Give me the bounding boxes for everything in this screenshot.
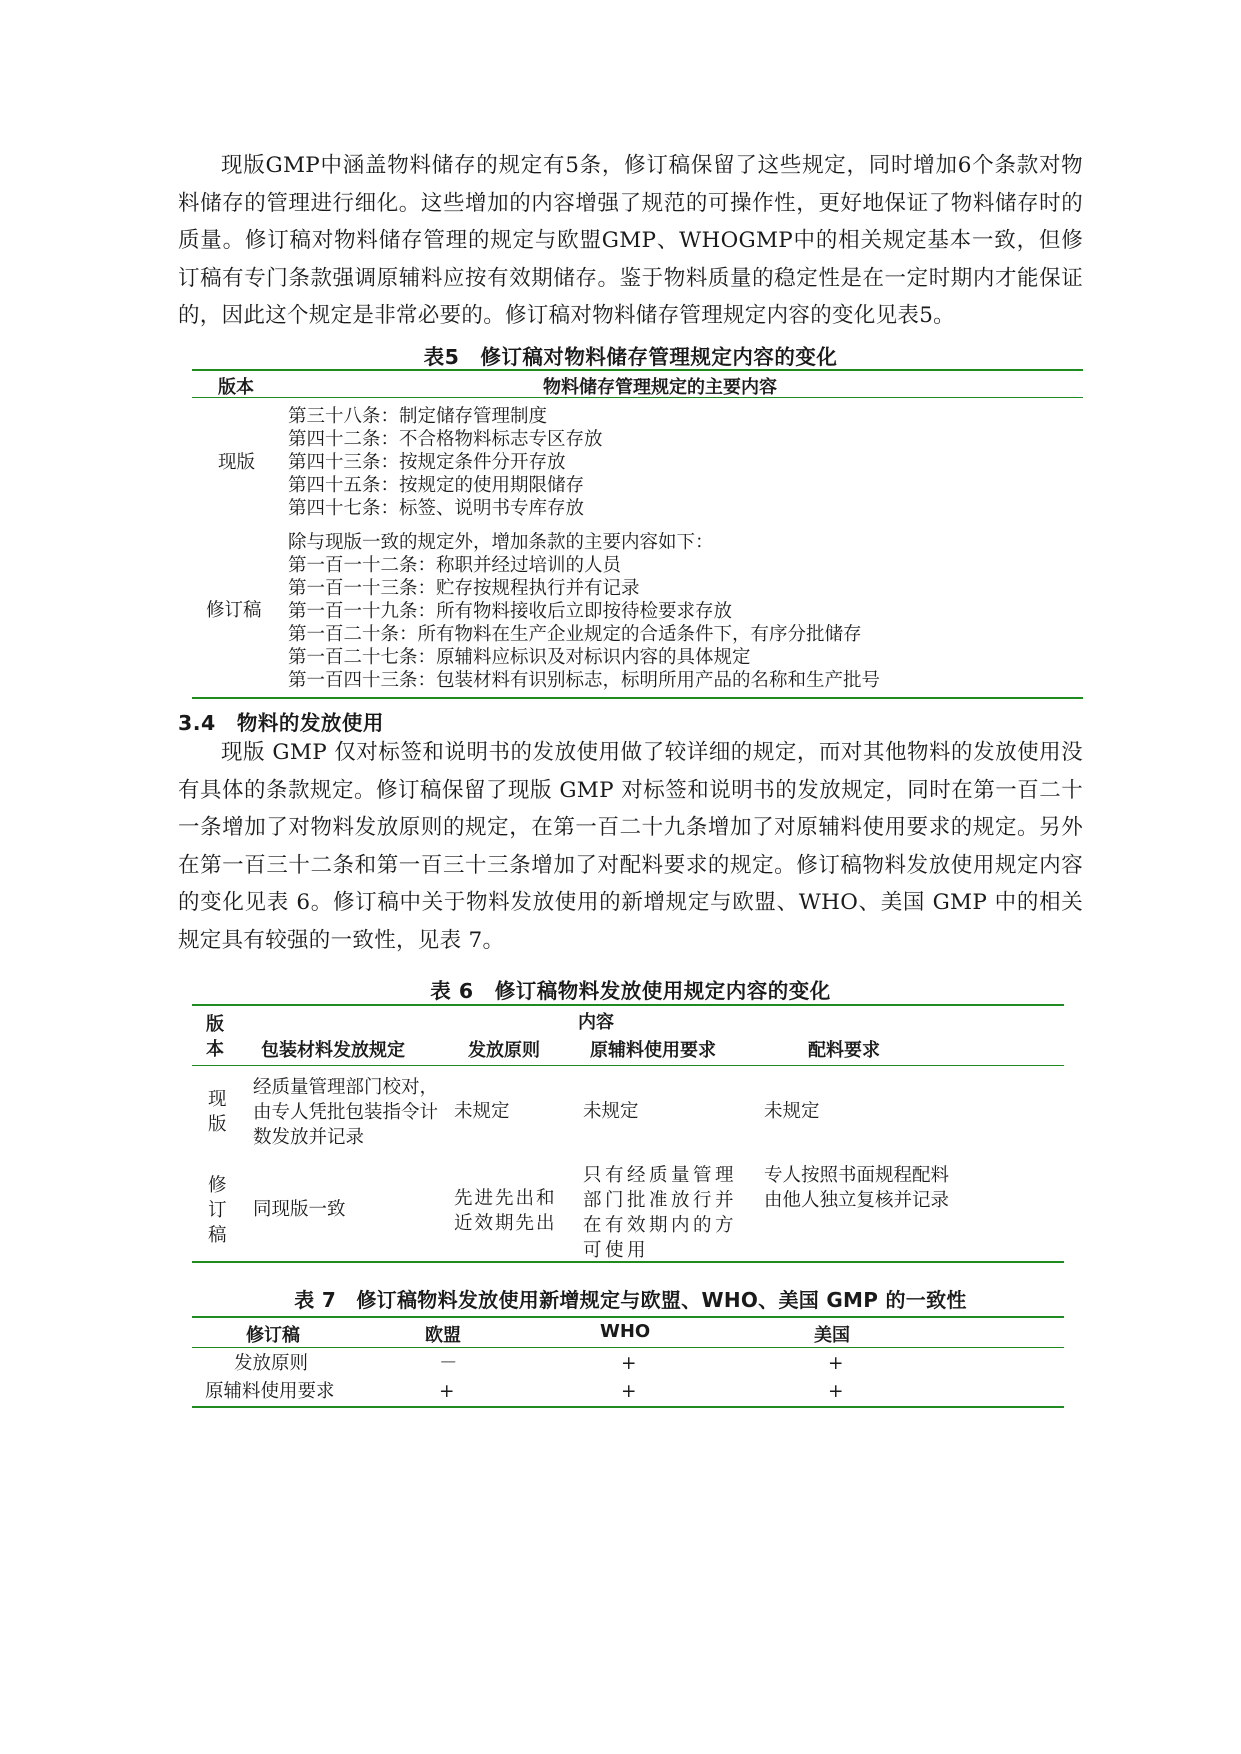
table7-header-revision: 修订稿 bbox=[246, 1325, 300, 1346]
table6-bottom-rule bbox=[192, 1261, 1064, 1263]
table7-header-us: 美国 bbox=[814, 1325, 850, 1346]
table7-header-rule bbox=[192, 1347, 1064, 1348]
table7-row2-eu: + bbox=[439, 1381, 455, 1402]
table5-row1-line3: 第四十三条：按规定条件分开存放 bbox=[288, 452, 566, 473]
table5-top-rule bbox=[192, 369, 1083, 371]
intro-paragraph: 现版GMP中涵盖物料储存的规定有5条，修订稿保留了这些规定，同时增加6个条款对物料储存的管理进行细化。这些增加的内容增强了规范的可操作性，更好地保证了物料储存时的质量。修订稿对物料储存管理的规定与欧盟GMP、WHOGMP中的相关规定基本一致，但修订稿有专门条款强调原辅料应按有效期储存。鉴于物料质量的稳定性是在一定时期内才能保证的，因此这个规定是非常必要的。修订稿对物料储存管理规定内容的变化见表5。 bbox=[178, 153, 1083, 328]
table7-row1-label: 发放原则 bbox=[234, 1353, 309, 1374]
table6-row2-version: 修订稿 bbox=[208, 1175, 227, 1246]
table5-row1-line4: 第四十五条：按规定的使用期限储存 bbox=[288, 475, 585, 496]
table6-row1-raw: 未规定 bbox=[583, 1101, 639, 1122]
table5-row1-version: 现版 bbox=[218, 452, 256, 473]
table5-row2-line7: 第一百四十三条：包装材料有识别标志，标明所用产品的名称和生产批号 bbox=[288, 670, 881, 691]
table6-row2-raw: 只有经质量管理部门批准放行并在有效期内的方可使用 bbox=[583, 1165, 738, 1261]
table7-row2-label: 原辅料使用要求 bbox=[205, 1381, 335, 1402]
table5-header-content: 物料储存管理规定的主要内容 bbox=[543, 377, 777, 398]
table5-row1-line1: 第三十八条：制定储存管理制度 bbox=[288, 406, 548, 427]
table5-row2-line6: 第一百二十七条：原辅料应标识及对标识内容的具体规定 bbox=[288, 647, 751, 668]
table7-row2-us: + bbox=[828, 1381, 844, 1402]
section-paragraph: 现版 GMP 仅对标签和说明书的发放使用做了较详细的规定，而对其他物料的发放使用没有具体的条款规定。修订稿保留了现版 GMP 对标签和说明书的发放规定，同时在第一百二十一条增加了对物料发放原则的规定，在第一百二十九条增加了对原辅料使用要求的规定。另外在第一百三十二条和第一百三十三条增加了对配料要求的规定。修订稿物料发放使用规定内容的变化见表 6。修订稿中关于物料发放使用的新增规定与欧盟、WHO、美国 GMP 中的相关规定具有较强的一致性，见表 7。 bbox=[178, 740, 1083, 953]
table7-bottom-rule bbox=[192, 1406, 1064, 1408]
table5-row2-line3: 第一百一十三条：贮存按规程执行并有记录 bbox=[288, 578, 640, 599]
table6-row2-principle: 先进先出和近效期先出 bbox=[454, 1188, 557, 1234]
table5-row1-line5: 第四十七条：标签、说明书专库存放 bbox=[288, 498, 585, 519]
table7-top-rule bbox=[192, 1316, 1064, 1318]
table5-row2-version: 修订稿 bbox=[206, 600, 262, 621]
table5-bottom-rule bbox=[192, 697, 1083, 699]
table6-header-dispensing: 配料要求 bbox=[808, 1040, 880, 1061]
table5-caption: 表5 修订稿对物料储存管理规定内容的变化 bbox=[423, 345, 838, 369]
section-heading: 3.4 物料的发放使用 bbox=[178, 711, 384, 735]
table6-header-version: 版本 bbox=[206, 1014, 224, 1060]
table6-header-principle: 发放原则 bbox=[468, 1040, 540, 1061]
table7-row1-who: + bbox=[621, 1353, 637, 1374]
table6-row1-dispensing: 未规定 bbox=[764, 1101, 820, 1122]
table6-header-raw: 原辅料使用要求 bbox=[590, 1040, 716, 1061]
table5-row2-line2: 第一百一十二条：称职并经过培训的人员 bbox=[288, 555, 622, 576]
table6-top-rule bbox=[192, 1004, 1064, 1006]
table5-row1-line2: 第四十二条：不合格物料标志专区存放 bbox=[288, 429, 603, 450]
table7-row1-eu: － bbox=[439, 1353, 458, 1374]
table6-row2-packaging: 同现版一致 bbox=[253, 1199, 346, 1220]
table5-header-version: 版本 bbox=[218, 377, 254, 398]
table6-caption: 表 6 修订稿物料发放使用规定内容的变化 bbox=[430, 979, 831, 1003]
table6-header-rule bbox=[192, 1065, 1064, 1066]
table7-header-eu: 欧盟 bbox=[425, 1325, 461, 1346]
table7-header-who: WHO bbox=[600, 1321, 651, 1342]
table6-row1-principle: 未规定 bbox=[454, 1101, 510, 1122]
table6-row1-packaging: 经质量管理部门校对，由专人凭批包装指令计数发放并记录 bbox=[253, 1077, 439, 1148]
table6-row2-dispensing: 专人按照书面规程配料 由他人独立复核并记录 bbox=[764, 1165, 950, 1211]
table6-header-content: 内容 bbox=[578, 1012, 614, 1033]
table5-row2-line1: 除与现版一致的规定外，增加条款的主要内容如下： bbox=[288, 532, 714, 553]
table7-caption: 表 7 修订稿物料发放使用新增规定与欧盟、WHO、美国 GMP 的一致性 bbox=[294, 1288, 967, 1312]
table5-header-rule bbox=[192, 397, 1083, 398]
table6-row1-version: 现版 bbox=[208, 1089, 227, 1135]
table7-row2-who: + bbox=[621, 1381, 637, 1402]
table5-row2-line5: 第一百二十条：所有物料在生产企业规定的合适条件下，有序分批储存 bbox=[288, 624, 862, 645]
table7-row1-us: + bbox=[828, 1353, 844, 1374]
table6-header-packaging: 包装材料发放规定 bbox=[261, 1040, 405, 1061]
table5-row2-line4: 第一百一十九条：所有物料接收后立即按待检要求存放 bbox=[288, 601, 733, 622]
